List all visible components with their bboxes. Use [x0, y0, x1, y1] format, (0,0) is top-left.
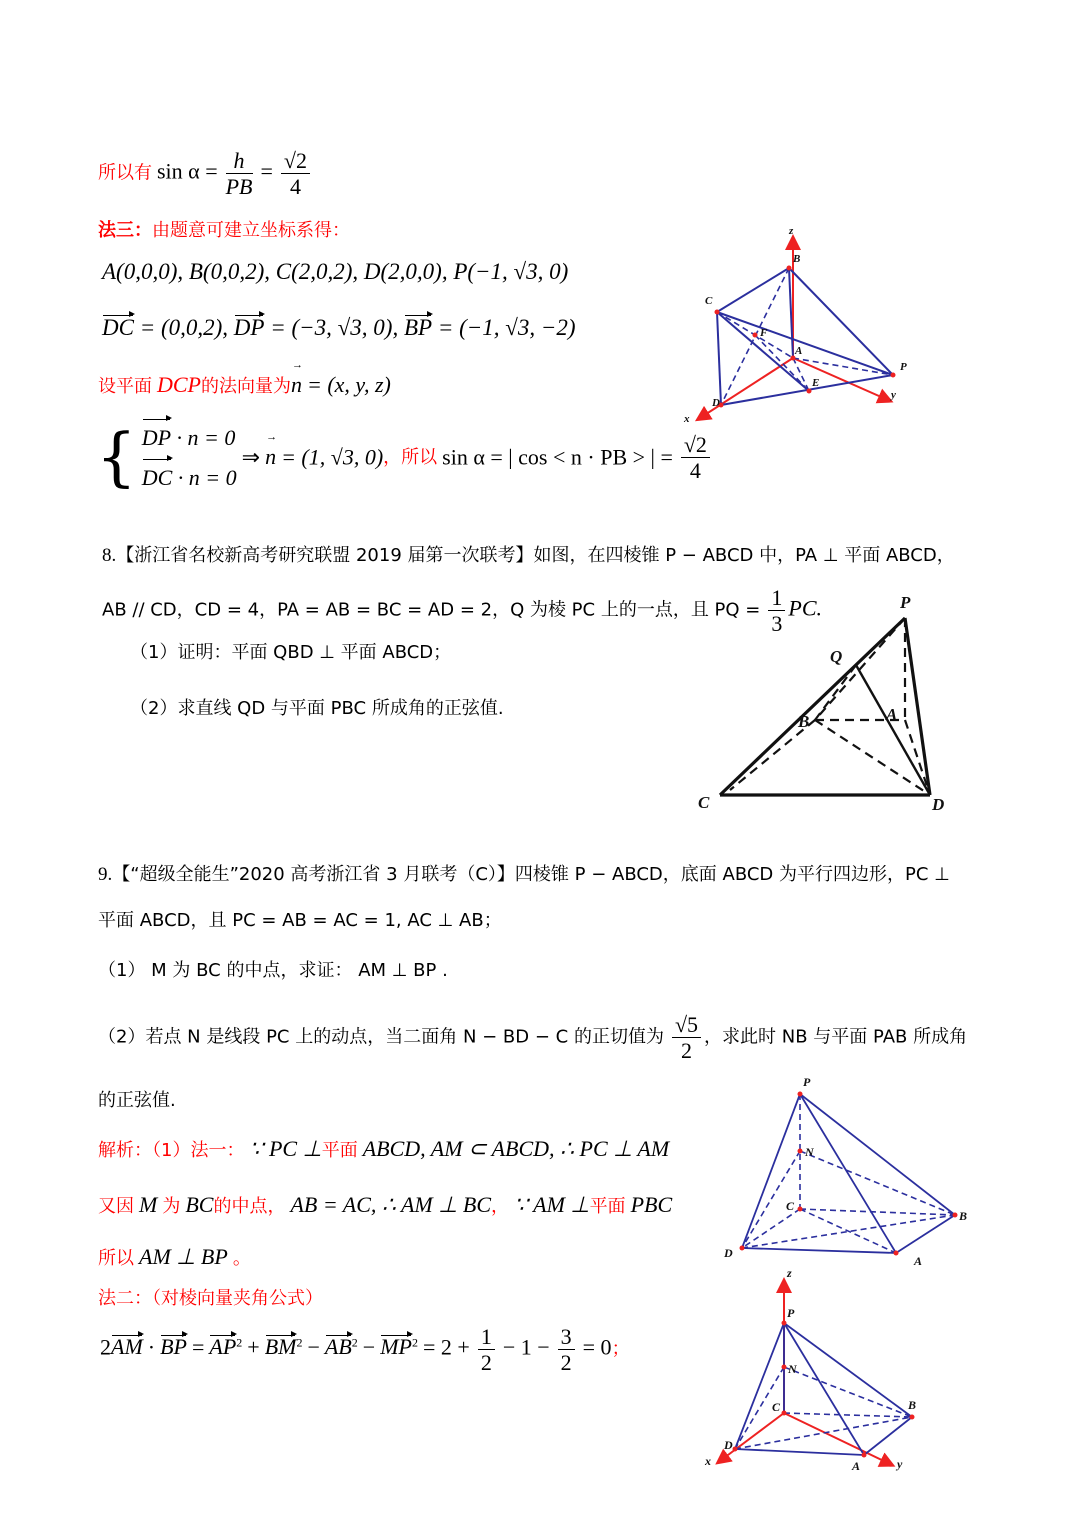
- system-line: { DP · n = 0 DC · n = 0 ⇒ n → = (1, √3, 0)，所以 sin α = | cos < n · PB > | = $\frac{√2}{4}$: [96, 418, 713, 497]
- figure-pyramid-coordinate-system: [670, 220, 930, 430]
- solution-line-2: 又因 M 为 BC的中点， AB = AC, ∴ AM ⊥ BC， ∵ AM ⊥平面 PBC: [98, 1192, 673, 1217]
- vector-bp: BP: [403, 315, 433, 340]
- svg-text:E: E: [812, 377, 820, 389]
- normal-n: n →: [291, 372, 302, 398]
- svg-text:A: A: [852, 1459, 861, 1473]
- svg-text:P: P: [900, 361, 907, 373]
- svg-text:D: D: [724, 1246, 733, 1260]
- svg-text:Q: Q: [830, 647, 843, 666]
- vectors-line: DC = (0,0,2), DP = (−3, √3, 0), BP = (−1, √3, −2): [102, 315, 576, 340]
- svg-text:N: N: [805, 1145, 814, 1159]
- svg-text:P: P: [803, 1075, 811, 1089]
- svg-text:x: x: [705, 1454, 711, 1468]
- problem9-question-2-cont: 的正弦值.: [98, 1090, 176, 1111]
- sin-alpha-line: 所以有 sin α = $\frac{h}{PB}$ = $\frac{√2}{4}$: [98, 148, 313, 200]
- problem8-source: 【浙江省名校新高考研究联盟 2019 届第一次联考】: [116, 545, 534, 566]
- figure-problem9-coordinate-system: [690, 1265, 950, 1475]
- sin-alpha-lhs: sin α =: [157, 158, 218, 184]
- svg-text:x: x: [684, 413, 690, 425]
- svg-text:B: B: [793, 253, 801, 265]
- method2-heading: 法二：（对棱向量夹角公式）: [98, 1288, 323, 1309]
- vector-dc: DC: [102, 315, 134, 340]
- svg-text:C: C: [786, 1199, 795, 1213]
- plane-dcp: DCP: [157, 372, 201, 397]
- svg-text:C: C: [698, 793, 710, 812]
- solution-line-1: 解析：（1）法一： ∵ PC ⊥平面 ABCD, AM ⊂ ABCD, ∴ PC ⊥ AM: [98, 1136, 670, 1161]
- problem8-line2: AB // CD，CD = 4，PA = AB = BC = AD = 2，Q 为棱 PC 上的一点，且 PQ = $\frac{1}{3}$ PC.: [102, 585, 823, 637]
- problem9-statement-1: 四棱锥 P − ABCD，底面 ABCD 为平行四边形，PC ⊥: [514, 864, 950, 885]
- method3-heading: [98, 218, 350, 242]
- coordinates-line: A(0,0,0), B(0,0,2), C(2,0,2), D(2,0,0), P(−1, √3, 0): [102, 259, 569, 284]
- svg-text:B: B: [959, 1209, 968, 1223]
- figure-problem8-pyramid: [690, 590, 980, 815]
- problem9-question-1: （1） M 为 BC 的中点，求证： AM ⊥ BP .: [98, 960, 448, 981]
- solution-line-3: 所以 AM ⊥ BP 。: [98, 1244, 251, 1269]
- problem8-statement-2: AB // CD，CD = 4，PA = AB = BC = AD = 2，Q 为棱 PC 上的一点，且 PQ =: [102, 599, 761, 621]
- svg-text:B: B: [908, 1398, 917, 1412]
- method3-text: 由题意可建立坐标系得：: [152, 220, 350, 241]
- h-over-pb: $\frac{h}{PB}$: [225, 148, 253, 200]
- problem8-statement-1: 如图，在四棱锥 P − ABCD 中，PA ⊥ 平面 ABCD，: [533, 545, 955, 566]
- problem8-question-2: （2）求直线 QD 与平面 PBC 所成角的正弦值.: [130, 698, 504, 719]
- svg-text:P: P: [787, 1306, 795, 1320]
- problem8-question-1: （1）证明：平面 QBD ⊥ 平面 ABCD；: [130, 642, 452, 663]
- svg-text:N: N: [788, 1362, 797, 1376]
- svg-text:A: A: [914, 1254, 923, 1268]
- svg-text:B: B: [798, 712, 810, 731]
- svg-text:z: z: [787, 1266, 792, 1280]
- problem8-number: 8.: [102, 545, 117, 566]
- method2-formula: 2AM · BP = $AP^2 + BM^2 - AB^2 - MP^2 = 2$ + $\frac{1}{2}$ − 1 − $\frac{3}{2}$ = 0；: [100, 1324, 630, 1376]
- vector-dp: DP: [233, 315, 265, 340]
- problem9-statement-2: 平面 ABCD，且 PC = AB = AC = 1, AC ⊥ AB；: [98, 910, 502, 931]
- problem9-number: 9.: [98, 864, 113, 885]
- problem9-question-2: （2）若点 N 是线段 PC 上的动点，当二面角 N − BD − C 的正切值为 $\frac{√5}{2}$ ，求此时 NB 与平面 PAB 所成角: [98, 1012, 968, 1064]
- svg-text:D: D: [724, 1438, 733, 1452]
- method3-title: 法三：: [98, 220, 152, 241]
- svg-text:D: D: [712, 397, 720, 409]
- equation-system: DP · n = 0 DC · n = 0: [142, 418, 237, 497]
- svg-text:A: A: [886, 705, 898, 724]
- svg-text:D: D: [932, 795, 945, 814]
- svg-text:y: y: [891, 389, 896, 401]
- svg-text:F: F: [760, 327, 768, 339]
- normal-vector-line: 设平面 DCP的法向量为n → = (x, y, z): [98, 372, 391, 398]
- svg-text:A: A: [795, 345, 803, 357]
- svg-text:P: P: [900, 593, 911, 612]
- so-have-text: 所以有: [98, 162, 152, 184]
- figure-problem9-pyramid: [710, 1070, 990, 1270]
- svg-text:y: y: [897, 1457, 903, 1471]
- problem9-line1: [98, 862, 950, 887]
- svg-text:C: C: [705, 295, 713, 307]
- problem8-line1: [102, 543, 955, 568]
- left-brace: {: [96, 420, 137, 495]
- svg-text:z: z: [789, 225, 794, 237]
- sin-cos-expression: sin α = | cos < n · PB > | =: [442, 444, 673, 470]
- problem9-source: 【“超级全能生”2020 高考浙江省 3 月联考（C）】: [112, 864, 515, 885]
- result-fraction: $\frac{√2}{4}$: [281, 148, 310, 200]
- svg-text:C: C: [772, 1400, 781, 1414]
